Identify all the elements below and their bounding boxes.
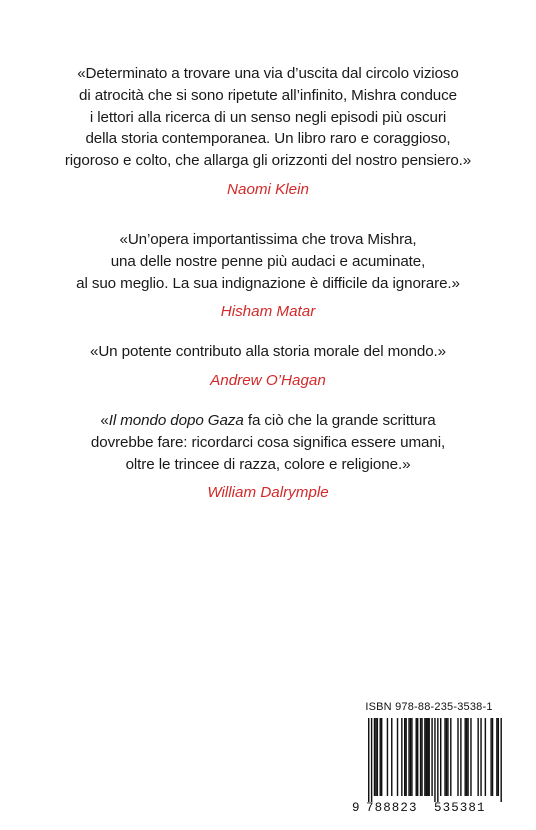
barcode-bar (485, 718, 486, 796)
barcode-bar (420, 718, 421, 796)
quote-author: Naomi Klein (227, 180, 309, 198)
barcode-bar (368, 718, 369, 802)
barcode-bar (371, 718, 372, 802)
barcode-bar (437, 718, 438, 802)
barcode-bar (450, 718, 451, 796)
quote-line: oltre le trincee di razza, colore e religione.» (125, 455, 411, 473)
barcode-bar (431, 718, 432, 796)
barcode-bar (470, 718, 471, 796)
barcode-bar (490, 718, 491, 796)
barcode-bar (500, 718, 501, 802)
quote-line: di atrocità che si sono ripetute all’infinito, Mishra conduce (78, 86, 457, 104)
barcode-bar (380, 718, 381, 796)
barcode-bar (381, 718, 382, 796)
barcode-bar (408, 718, 409, 796)
barcode-bar (447, 718, 448, 796)
quote-line: «Determinato a trovare una via d’uscita dal circolo vizioso (77, 65, 459, 82)
barcode-digits-left: 788823 (366, 801, 418, 815)
barcode-bar (416, 718, 417, 796)
quote-line: della storia contemporanea. Un libro raro e coraggioso, (85, 130, 451, 148)
barcode-bar (460, 718, 461, 796)
barcode-bar (374, 718, 375, 796)
barcode-bar (391, 718, 392, 796)
barcode-bar (424, 718, 425, 796)
barcode-bar (417, 718, 418, 796)
barcode-bar (457, 718, 458, 796)
barcode-digit-first: 9 (352, 801, 361, 815)
quote-author: William Dalrymple (207, 484, 329, 502)
quote-naomi-klein (0, 63, 536, 200)
quote-line: «Il mondo dopo Gaza fa ciò che la grande scrittura (100, 412, 436, 429)
barcode-bar (401, 718, 402, 796)
barcode-bar (492, 718, 493, 796)
barcode-bar (405, 718, 406, 796)
quote-line: rigoroso e colto, che allarga gli orizzonti del nostro pensiero.» (64, 152, 472, 170)
barcode-icon (356, 718, 502, 802)
barcode-bar (477, 718, 478, 796)
barcode-bar (411, 718, 412, 796)
quote-line: «Un’opera importantissima che trova Mishra, (119, 231, 417, 248)
barcode-bar (375, 718, 376, 796)
barcode-bar (404, 718, 405, 796)
quote-line: «Un potente contributo alla storia morale del mondo.» (89, 343, 447, 360)
barcode-bar (434, 718, 435, 802)
barcode-bar (444, 718, 445, 796)
barcode-bar (466, 718, 467, 796)
barcode-bar (464, 718, 465, 796)
quote-line: i lettori alla ricerca di un senso negli episodi più oscuri (89, 108, 447, 126)
barcode-bar (480, 718, 481, 796)
barcode-bar (377, 718, 378, 796)
book-title: Il mondo dopo Gaza (108, 412, 244, 429)
barcode-bar (440, 718, 441, 796)
barcode-bar (427, 718, 428, 796)
isbn-barcode (352, 701, 506, 819)
quote-line: al suo meglio. La sua indignazione è difficile da ignorare.» (76, 274, 460, 292)
barcode-bar (446, 718, 447, 796)
quote-hisham-matar (0, 229, 536, 322)
barcode-bar (428, 718, 429, 796)
quote-author: Andrew O’Hagan (210, 371, 326, 389)
barcode-digits-right: 535381 (434, 801, 486, 815)
barcode-bar (410, 718, 411, 796)
barcode-bar (421, 718, 422, 796)
quote-line: una delle nostre penne più audaci e acuminate, (110, 252, 426, 270)
barcode-bar (397, 718, 398, 796)
barcode-bar (426, 718, 427, 796)
quote-author: Hisham Matar (220, 303, 316, 321)
isbn-number: ISBN 978-88-235-3538-1 (365, 701, 493, 713)
barcode-bar (496, 718, 497, 796)
barcode-bar (467, 718, 468, 796)
barcode-bar (498, 718, 499, 796)
quote-andrew-ohagan (0, 341, 536, 391)
quote-line-rest: fa ciò che la grande scrittura (243, 412, 436, 429)
barcode-bar (387, 718, 388, 796)
quote-william-dalrymple (0, 410, 536, 503)
quote-line: dovrebbe fare: ricordarci cosa significa essere umani, (90, 433, 446, 451)
